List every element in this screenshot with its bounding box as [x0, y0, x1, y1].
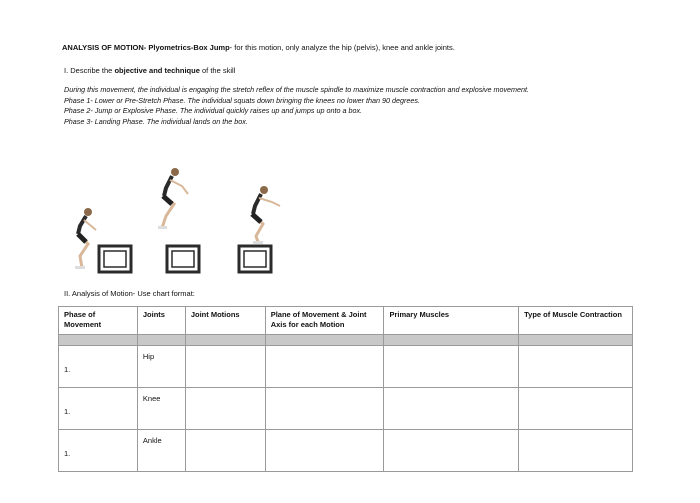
- header-joint-motions: Joint Motions: [185, 307, 265, 335]
- question-1-suffix: of the skill: [199, 66, 236, 75]
- header-joints: Joints: [137, 307, 185, 335]
- title-bold: ANALYSIS OF MOTION- Plyometrics-Box Jump: [62, 43, 230, 52]
- joint-cell: Ankle: [137, 430, 185, 472]
- phase-cell: 1.: [59, 430, 138, 472]
- box-1: [99, 246, 131, 272]
- page-title: [62, 43, 455, 52]
- box-2: [167, 246, 199, 272]
- phase-cell: 1.: [59, 388, 138, 430]
- box-3: [239, 246, 271, 272]
- joint-cell: Knee: [137, 388, 185, 430]
- squat-figure: [75, 208, 96, 269]
- plane-axis-cell[interactable]: [265, 388, 384, 430]
- plane-axis-cell[interactable]: [265, 430, 384, 472]
- phase-cell: 1.: [59, 346, 138, 388]
- primary-muscles-cell[interactable]: [384, 430, 519, 472]
- primary-muscles-cell[interactable]: [384, 388, 519, 430]
- joint-motions-cell[interactable]: [185, 388, 265, 430]
- header-contraction-type: Type of Muscle Contraction: [519, 307, 633, 335]
- landing-figure: [252, 186, 280, 244]
- header-plane-axis: Plane of Movement & Joint Axis for each Motion: [265, 307, 384, 335]
- question-1-prefix: I. Describe the: [64, 66, 115, 75]
- plane-axis-cell[interactable]: [265, 346, 384, 388]
- joint-motions-cell[interactable]: [185, 346, 265, 388]
- table-row: [59, 346, 633, 388]
- contraction-type-cell[interactable]: [519, 388, 633, 430]
- answer-line-3: Phase 2- Jump or Explosive Phase. The individual quickly raises up and jumps up onto a box.: [64, 106, 363, 116]
- table-row: [59, 430, 633, 472]
- joint-motions-cell[interactable]: [185, 430, 265, 472]
- answer-line-2: Phase 1- Lower or Pre-Stretch Phase. The individual squats down bringing the knees no lower than 90 degrees.: [64, 95, 420, 105]
- title-rest: - for this motion, only analyze the hip (pelvis), knee and ankle joints.: [229, 43, 455, 52]
- contraction-type-cell[interactable]: [519, 346, 633, 388]
- primary-muscles-cell[interactable]: [384, 346, 519, 388]
- table-row: [59, 388, 633, 430]
- header-phase: Phase of Movement: [59, 307, 138, 335]
- table-header-row: [59, 307, 633, 335]
- answer-line-4: Phase 3- Landing Phase. The individual lands on the box.: [64, 116, 248, 126]
- joint-cell: Hip: [137, 346, 185, 388]
- question-2: II. Analysis of Motion- Use chart format:: [64, 289, 195, 298]
- answer-text: [64, 85, 624, 127]
- contraction-type-cell[interactable]: [519, 430, 633, 472]
- shaded-divider-row: [59, 335, 633, 346]
- jump-figure: [158, 168, 188, 229]
- box-jump-illustration: [58, 160, 293, 278]
- question-1-bold: objective and technique: [114, 66, 200, 75]
- question-1: [64, 66, 235, 75]
- answer-line-1: During this movement, the individual is engaging the stretch reflex of the muscle spindle to maximize muscle contraction and explosive movement.: [64, 85, 530, 94]
- motion-analysis-table: [58, 306, 633, 472]
- header-primary-muscles: Primary Muscles: [384, 307, 519, 335]
